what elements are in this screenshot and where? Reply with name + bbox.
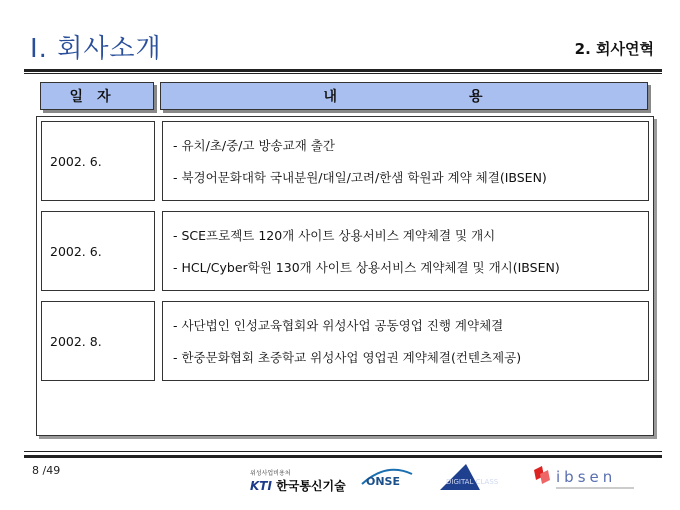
row-item: - 사단법인 인성교육협회와 위성사업 공동영업 진행 계약체결 xyxy=(173,318,504,333)
section-title: 2. 회사연혁 xyxy=(574,40,654,58)
row-content xyxy=(162,121,649,201)
page-number: 8 /49 xyxy=(32,464,61,477)
bottom-divider-thin xyxy=(24,451,662,452)
row-item: - 북경어문화대학 국내분원/대일/고려/한샘 학원과 계약 체결(IBSEN) xyxy=(173,170,547,185)
column-header-content-part2: 용 xyxy=(469,89,485,105)
row-item: - SCE프로젝트 120개 사이트 상용서비스 계약체결 및 개시 xyxy=(173,228,496,243)
history-row xyxy=(41,121,649,201)
kti-logo-name: 한국통신기술 xyxy=(276,479,346,493)
row-date: 2002. 6. xyxy=(41,121,155,201)
row-item: - HCL/Cyber학원 130개 사이트 상용서비스 계약체결 및 개시(IBSEN) xyxy=(173,260,560,275)
column-header-content-part1: 내 xyxy=(323,89,339,105)
top-divider xyxy=(24,69,662,72)
bottom-divider xyxy=(24,455,662,458)
history-row xyxy=(41,301,649,381)
kti-logo xyxy=(250,468,346,494)
onse-logo-text: ONSE xyxy=(366,475,400,488)
column-header-date: 일자 xyxy=(40,82,154,110)
row-item: - 한중문화협회 초중학교 위성사업 영업권 계약체결(컨텐츠제공) xyxy=(173,350,522,365)
history-panel xyxy=(36,116,654,436)
row-content xyxy=(162,211,649,291)
kti-logo-caption: 위성사업비용처 xyxy=(250,470,291,477)
column-header-content xyxy=(160,82,648,110)
ibsen-logo xyxy=(530,464,640,494)
top-divider-thin xyxy=(24,73,662,74)
row-date: 2002. 6. xyxy=(41,211,155,291)
digital-class-logo xyxy=(440,462,520,492)
row-date: 2002. 8. xyxy=(41,301,155,381)
history-row xyxy=(41,211,649,291)
page-title: Ⅰ. 회사소개 xyxy=(30,34,162,64)
onse-logo xyxy=(356,466,416,490)
digital-class-logo-text: DIGITAL CLASS xyxy=(446,478,499,486)
row-item: - 유치/초/중/고 방송교재 출간 xyxy=(173,138,335,153)
row-content xyxy=(162,301,649,381)
ibsen-logo-text: ibsen xyxy=(556,468,617,486)
kti-logo-brand: KTI xyxy=(250,479,272,493)
